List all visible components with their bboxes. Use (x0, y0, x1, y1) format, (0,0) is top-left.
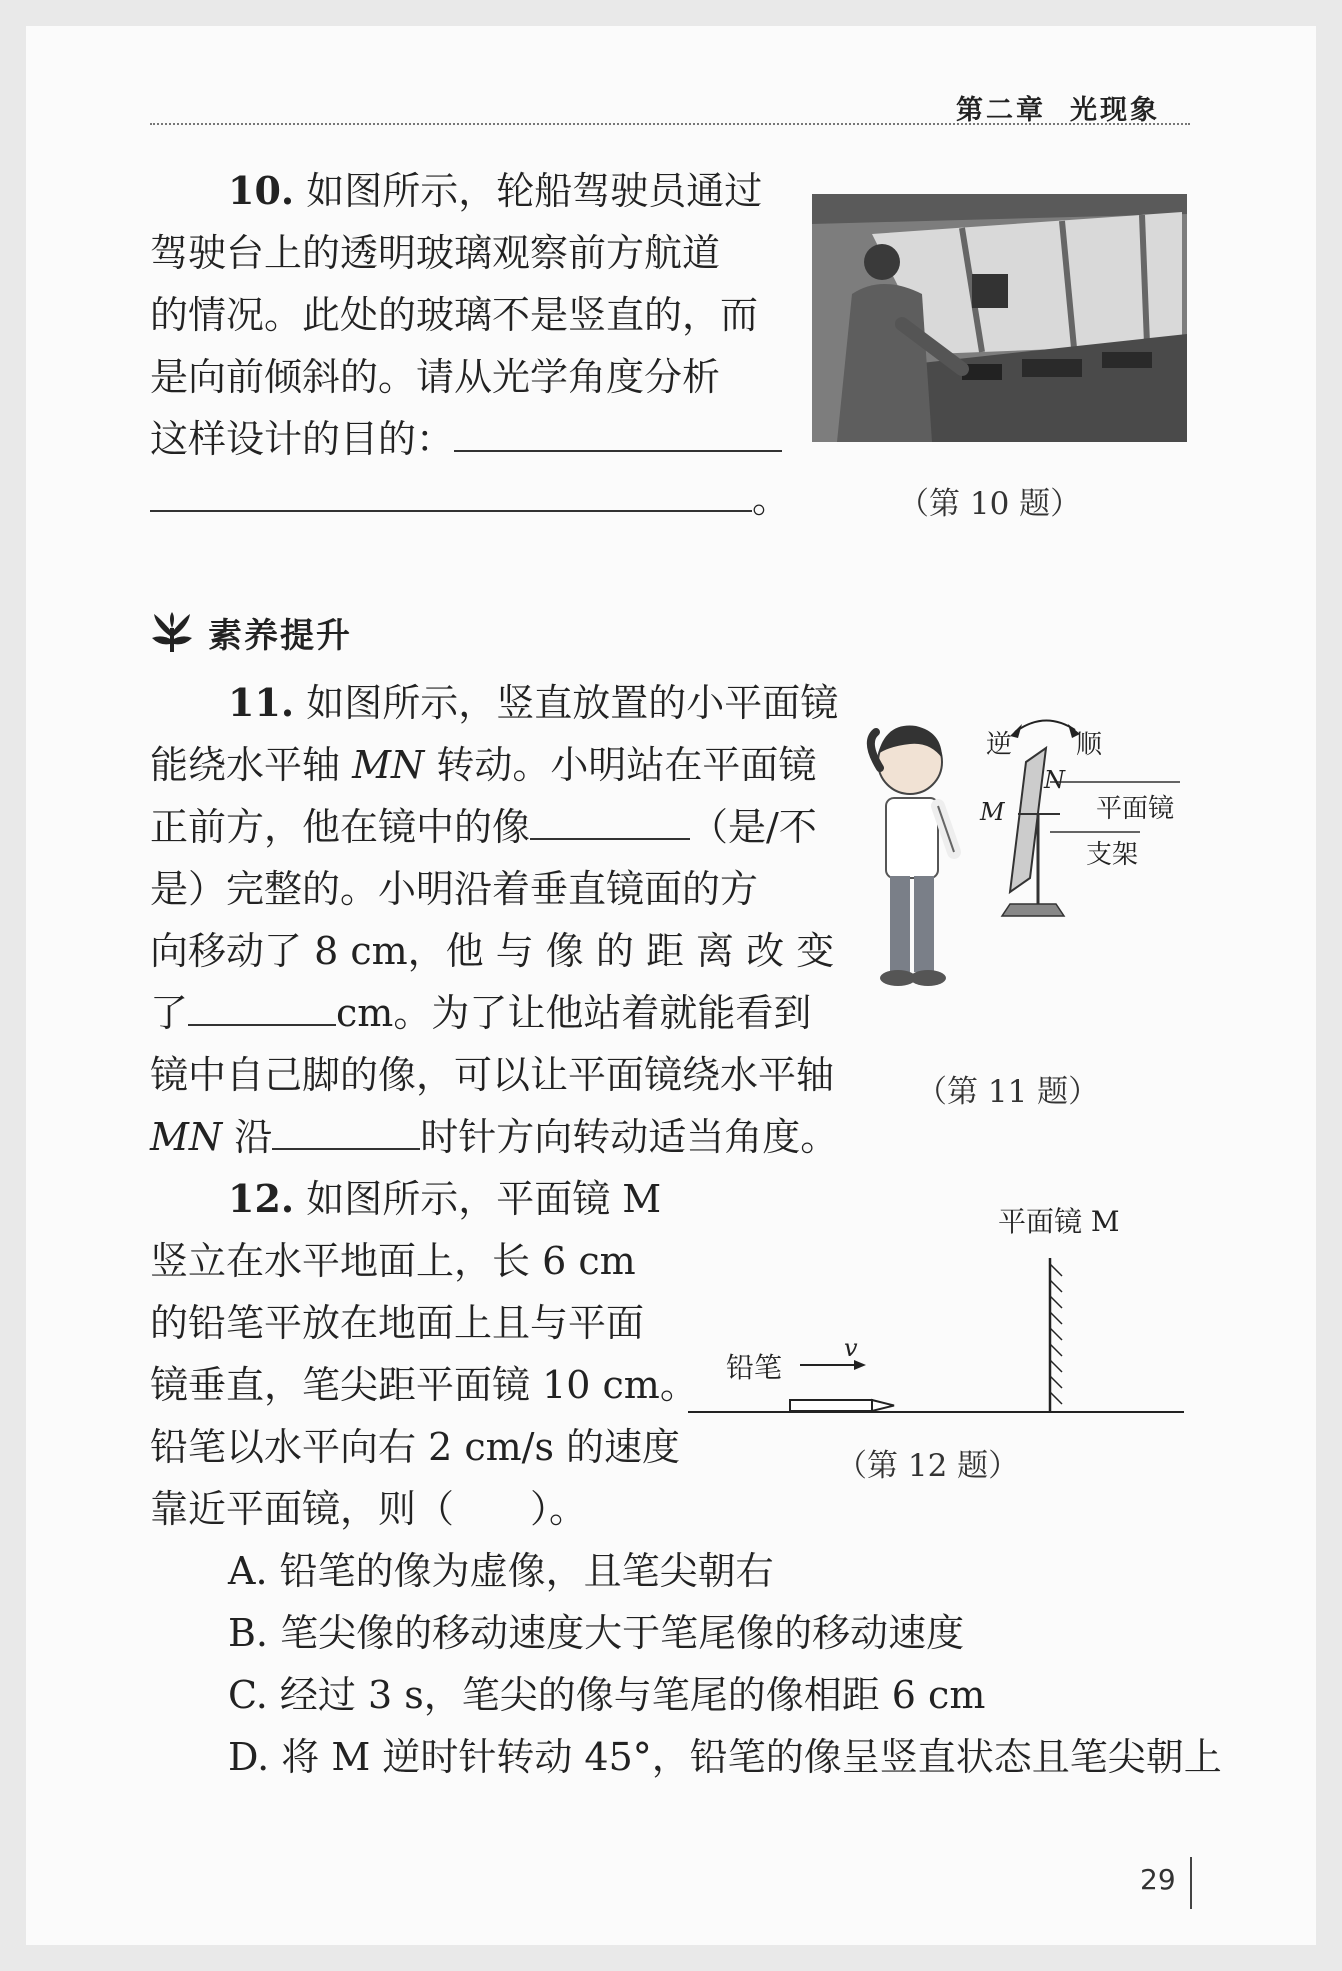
q10-line-3: 的情况。此处的玻璃不是竖直的，而 (150, 293, 759, 337)
chapter-title: 光现象 (1070, 95, 1160, 126)
q12-text-1: 如图所示，平面镜 M (306, 1177, 662, 1221)
q10-line-4: 是向前倾斜的。请从光学角度分析 (150, 355, 721, 399)
q11-text-2b: 转动。小明站在平面镜 (436, 743, 817, 787)
q12-line-3: 的铅笔平放在地面上且与平面 (150, 1301, 645, 1345)
pencil-label: 铅笔 (726, 1351, 783, 1384)
n-label: N (1044, 766, 1065, 794)
q11-line-6 (150, 982, 811, 1044)
mirror-label: 平面镜 (1096, 794, 1175, 824)
q11-figure (850, 702, 1190, 1032)
q11-text-3b: （是/不 (690, 805, 817, 849)
q12-line-4: 镜垂直，笔尖距平面镜 10 cm。 (150, 1363, 698, 1407)
q10-end-mark: 。 (752, 477, 791, 521)
q12-number: 12. (228, 1176, 295, 1221)
q10-text-1: 如图所示，轮船驾驶员通过 (306, 169, 763, 213)
q12-option-a[interactable]: A. 铅笔的像为虚像，且笔尖朝右 (228, 1549, 774, 1593)
q11-answer-blank-3[interactable] (272, 1114, 420, 1150)
q11-line-3 (150, 796, 817, 858)
q11-text-8a: 沿 (234, 1115, 273, 1159)
velocity-label: v (844, 1334, 858, 1362)
q11-number: 11. (228, 680, 295, 725)
q12-caption: （第 12 题） (836, 1448, 1020, 1484)
ccw-label: 逆 (986, 730, 1013, 760)
q10-line-5 (150, 408, 782, 470)
section-title-text: 素养提升 (208, 616, 352, 656)
q12-line-5: 铅笔以水平向右 2 cm/s 的速度 (150, 1425, 681, 1469)
chapter-number: 第二章 (956, 95, 1046, 126)
q11-line-5: 向移动了 8 cm，他 与 像 的 距 离 改 变 (150, 929, 835, 973)
stand-label: 支架 (1086, 840, 1139, 870)
header-divider (150, 123, 1190, 125)
q11-line-7: 镜中自己脚的像，可以让平面镜绕水平轴 (150, 1053, 835, 1097)
boy-mirror-illustration (850, 702, 1190, 1032)
q10-caption: （第 10 题） (898, 486, 1082, 522)
q11-answer-blank-1[interactable] (530, 804, 690, 840)
ship-bridge-illustration (812, 194, 1187, 442)
q10-line-1 (228, 160, 762, 222)
q11-caption: （第 11 题） (916, 1074, 1100, 1110)
cw-label: 顺 (1076, 730, 1103, 760)
q11-line-4: 是）完整的。小明沿着垂直镜面的方 (150, 867, 759, 911)
section-title (150, 608, 352, 663)
q10-line-2: 驾驶台上的透明玻璃观察前方航道 (150, 231, 721, 275)
q11-answer-blank-2[interactable] (188, 990, 336, 1026)
q11-text-8b: 时针方向转动适当角度。 (420, 1115, 839, 1159)
q12-figure (680, 1200, 1190, 1420)
q11-axis-mn: MN (352, 743, 425, 787)
q10-answer-blank-2[interactable] (150, 476, 752, 512)
q11-line-8 (150, 1106, 838, 1168)
q10-answer-blank-1[interactable] (454, 416, 782, 452)
page-number: 29 (1140, 1863, 1176, 1896)
page-number-bar (1190, 1857, 1192, 1909)
mirror-m-label: 平面镜 M (998, 1205, 1120, 1238)
m-label: M (980, 798, 1005, 826)
q12-option-b[interactable]: B. 笔尖像的移动速度大于笔尾像的移动速度 (228, 1611, 965, 1655)
sprout-icon (150, 612, 194, 663)
q11-text-2a: 能绕水平轴 (150, 743, 341, 787)
q11-text-6b: cm。为了让他站着就能看到 (336, 991, 812, 1035)
chapter-header (956, 88, 1160, 127)
ship-bridge-photo (812, 194, 1187, 442)
q10-text-5: 这样设计的目的： (150, 417, 455, 461)
q11-text-6a: 了 (150, 991, 189, 1035)
q11-text-3a: 正前方，他在镜中的像 (150, 805, 531, 849)
q11-line-2 (150, 734, 816, 796)
q11-text-1: 如图所示，竖直放置的小平面镜 (306, 681, 839, 725)
q10-number: 10. (228, 168, 295, 213)
q12-option-c[interactable]: C. 经过 3 s，笔尖的像与笔尾的像相距 6 cm (228, 1673, 986, 1717)
q12-line-2: 竖立在水平地面上，长 6 cm (150, 1239, 636, 1283)
q11-axis-mn-2: MN (150, 1115, 223, 1159)
q11-line-1 (228, 672, 838, 734)
q12-line-1 (228, 1168, 661, 1230)
q10-line-6 (150, 468, 790, 530)
q12-option-d[interactable]: D. 将 M 逆时针转动 45°，铅笔的像呈竖直状态且笔尖朝上 (228, 1735, 1222, 1779)
q12-line-6: 靠近平面镜，则（ ）。 (150, 1487, 588, 1531)
